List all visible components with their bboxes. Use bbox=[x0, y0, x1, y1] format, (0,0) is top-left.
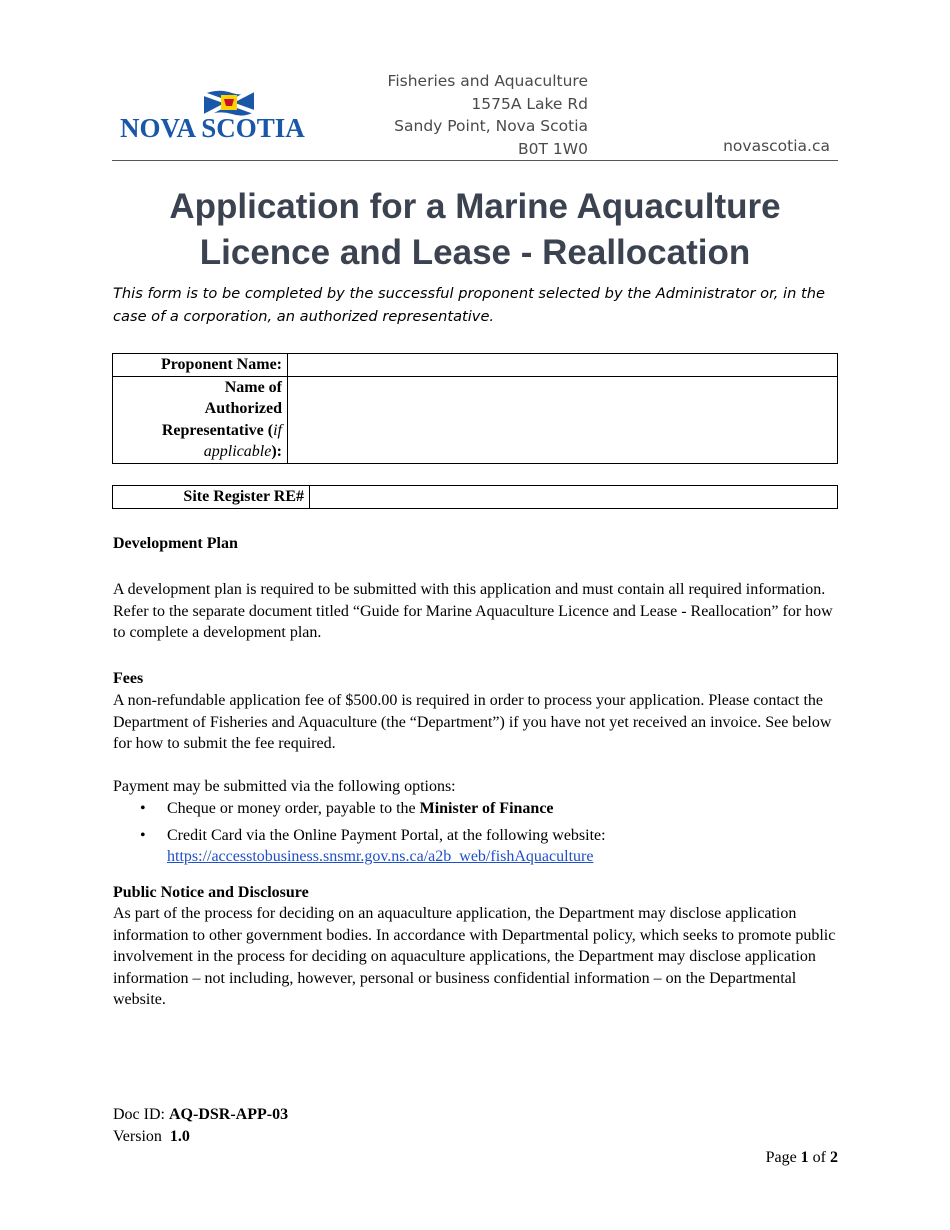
intro-text: This form is to be completed by the successful proponent selected by the Administrator or, in the case of a corporation, an authorized representative. bbox=[113, 285, 825, 325]
label-part-italic: if bbox=[273, 421, 282, 439]
page-title bbox=[100, 184, 850, 276]
fees-text: A non-refundable application fee of $500.00 is required in order to process your application. Please contact the Department of Fisheries and Aquaculture (the “Department”) if you have not yet received an invoice. See below for how to submit the fee required. bbox=[113, 692, 832, 752]
page-number bbox=[766, 1149, 838, 1167]
proponent-table bbox=[112, 353, 838, 464]
svg-text:NOVA SCOTIA: NOVA SCOTIA bbox=[120, 113, 305, 143]
version bbox=[113, 1126, 190, 1148]
label-part: ): bbox=[271, 443, 282, 460]
list-item bbox=[113, 798, 833, 820]
bullet-icon: • bbox=[140, 826, 146, 844]
label-part: Name of bbox=[224, 378, 282, 396]
label-part-italic: applicable bbox=[203, 443, 272, 460]
department-address bbox=[340, 70, 588, 160]
payment-portal-link[interactable]: https://accesstobusiness.snsmr.gov.ns.ca/a2b_web/fishAquaculture bbox=[167, 848, 594, 865]
address-line: Fisheries and Aquaculture bbox=[387, 72, 588, 90]
doc-id bbox=[113, 1104, 288, 1126]
payment-options-list bbox=[113, 798, 833, 873]
table-row bbox=[113, 376, 838, 463]
label-part: Authorized bbox=[204, 400, 282, 417]
page-total: 2 bbox=[830, 1149, 838, 1166]
version-label: Version bbox=[113, 1128, 170, 1145]
development-plan-text: A development plan is required to be submitted with this application and must contain all required information. Refer to the separate document titled “Guide for Marine Aquaculture Licence and Lease - Reallocation” for how to complete a development plan. bbox=[113, 581, 833, 641]
address-line: Sandy Point, Nova Scotia bbox=[394, 117, 588, 135]
development-plan-heading: Development Plan bbox=[113, 535, 238, 552]
nova-scotia-logo bbox=[120, 86, 320, 146]
title-line-2: Licence and Lease - Reallocation bbox=[199, 233, 751, 272]
public-notice-text: As part of the process for deciding on an aquaculture application, the Department may disclose application information to other government bodies. In accordance with Departmental policy, which seeks to promote public involvement in the process for deciding on aquaculture applications, the Department may disclose application information – not including, however, personal or business confidential information – on the Departmental website. bbox=[113, 905, 836, 1008]
table-row bbox=[113, 486, 838, 509]
address-line: B0T 1W0 bbox=[518, 139, 588, 158]
authorized-representative-label bbox=[113, 376, 288, 463]
payment-intro: Payment may be submitted via the following options: bbox=[113, 778, 456, 795]
version-value: 1.0 bbox=[169, 1128, 190, 1145]
bullet-text: Cheque or money order, payable to the bbox=[167, 800, 420, 817]
site-register-field[interactable] bbox=[310, 486, 838, 509]
table-row bbox=[113, 354, 838, 377]
doc-id-value: AQ-DSR-APP-03 bbox=[168, 1106, 289, 1123]
page-label: Page bbox=[765, 1149, 801, 1166]
page-current: 1 bbox=[800, 1149, 809, 1166]
fees-heading: Fees bbox=[113, 670, 144, 687]
address-line: 1575A Lake Rd bbox=[471, 94, 588, 113]
doc-id-label: Doc ID: bbox=[113, 1106, 169, 1123]
bullet-icon: • bbox=[140, 800, 146, 817]
site-register-table bbox=[112, 485, 838, 509]
label-part: Representative ( bbox=[161, 421, 274, 439]
header-divider bbox=[112, 160, 838, 161]
list-item bbox=[113, 825, 833, 868]
website-link[interactable]: novascotia.ca bbox=[723, 137, 830, 155]
proponent-name-field[interactable] bbox=[288, 354, 838, 377]
bullet-text: Credit Card via the Online Payment Portal, at the following website: bbox=[167, 826, 606, 844]
proponent-name-label: Proponent Name: bbox=[113, 354, 288, 377]
public-notice-heading: Public Notice and Disclosure bbox=[113, 884, 309, 901]
site-register-label: Site Register RE# bbox=[113, 486, 310, 509]
authorized-representative-field[interactable] bbox=[288, 376, 838, 463]
title-line-1: Application for a Marine Aquaculture bbox=[169, 187, 781, 226]
bullet-bold-text: Minister of Finance bbox=[419, 800, 554, 817]
page-of: of bbox=[808, 1149, 830, 1166]
